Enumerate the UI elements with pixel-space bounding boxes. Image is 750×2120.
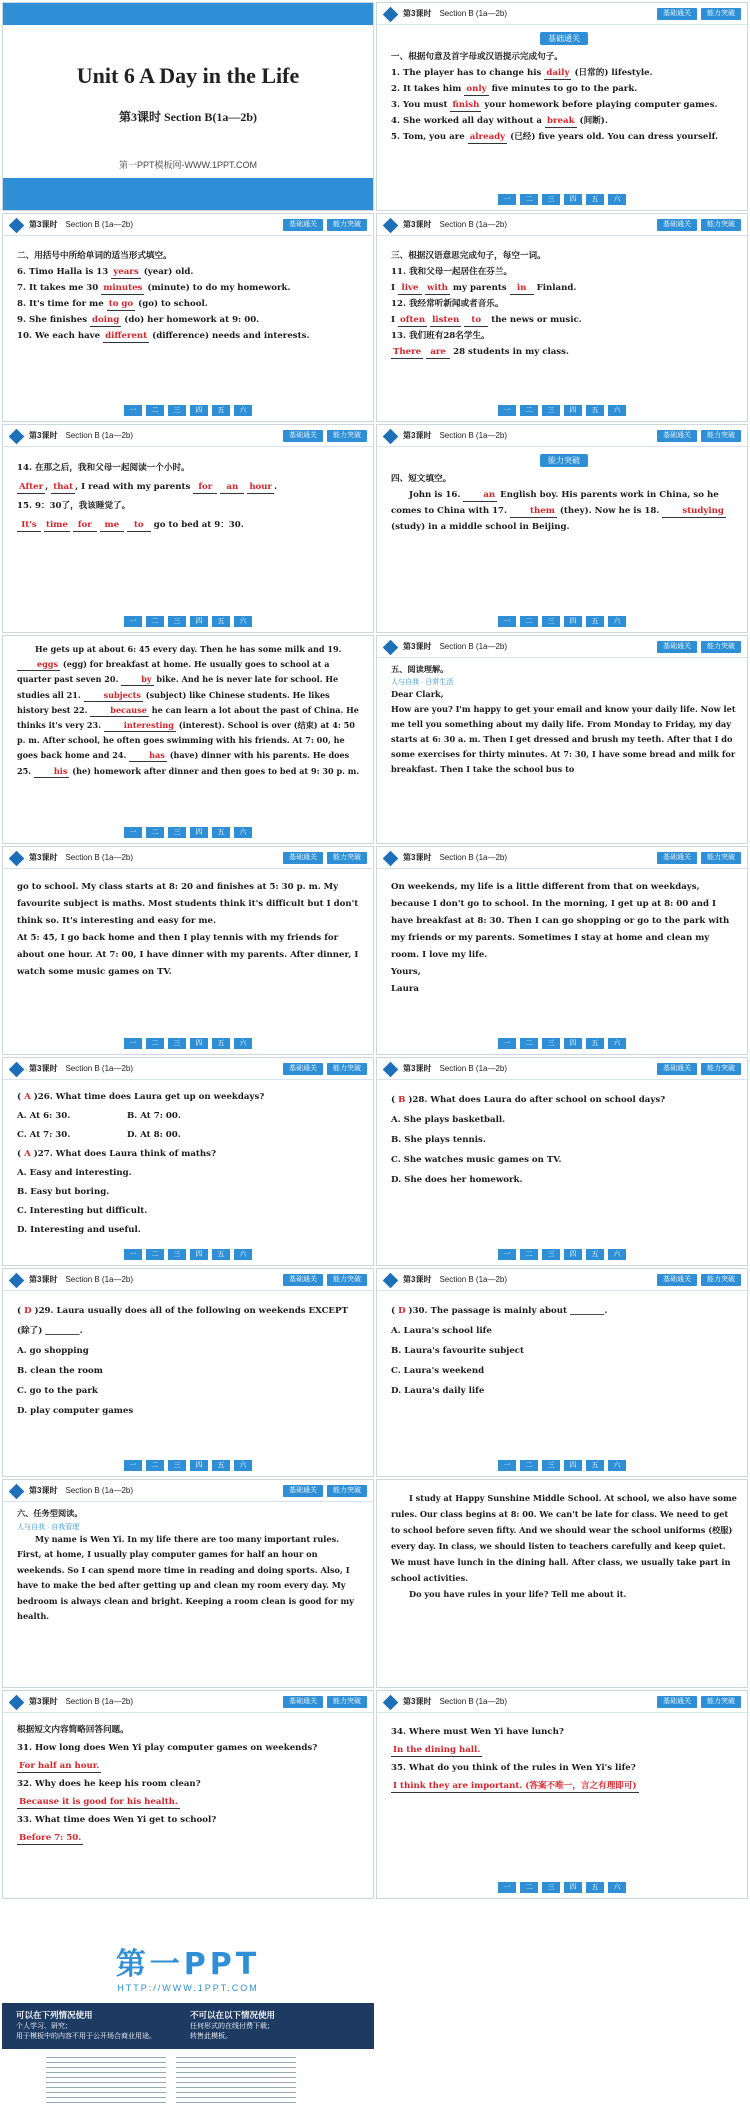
slide-task-reading-2 <box>376 1479 748 1688</box>
nav-4[interactable]: 四 <box>564 194 582 205</box>
diamond-logo-icon <box>383 640 399 656</box>
slide-promo <box>2 1901 374 2118</box>
slide-nav: 一 二 三 四 五 六 <box>377 1882 747 1893</box>
slide-body <box>391 1301 737 1401</box>
question-9: 9. She finishes doing (do) her homework at 9: 00. <box>17 315 260 325</box>
slide-header: 第3课时 Section B (1a—2b) 基础通关 能力突破 <box>377 1058 747 1080</box>
cover-subtitle: 第3课时 Section B(1a—2b) <box>118 110 257 124</box>
slide-body <box>17 1301 363 1421</box>
advanced-button[interactable]: 能力突破 <box>701 641 741 653</box>
slide-reading-3 <box>376 846 748 1055</box>
slide-nav: 一 二 三 四 五 六 <box>3 1249 373 1260</box>
cover-slide <box>2 2 374 211</box>
diamond-logo-icon <box>383 1695 399 1711</box>
basic-button[interactable]: 基础通关 <box>657 219 697 231</box>
slide-body <box>17 248 363 344</box>
option: B. She plays tennis. <box>391 1135 486 1145</box>
diamond-logo-icon <box>9 218 25 234</box>
slide-nav: 一 二 三 四 五 六 <box>3 1038 373 1049</box>
cover-title: Unit 6 A Day in the Life <box>76 63 300 88</box>
diamond-logo-icon <box>9 1484 25 1500</box>
slide-question-30 <box>376 1268 748 1477</box>
option: C. Laura's weekend <box>391 1366 485 1376</box>
section-label: Section B (1a—2b) <box>439 9 508 18</box>
slide-nav: 一 二 三 四 五 六 <box>3 1460 373 1471</box>
diamond-logo-icon <box>9 429 25 445</box>
slide-body <box>17 1088 363 1240</box>
slide-header: 第3课时 Section B (1a—2b) 基础通关 能力突破 <box>3 1691 373 1713</box>
slide-header: 第3课时 Section B (1a—2b) 基础通关 能力突破 <box>3 847 373 869</box>
exercise-heading: 一、根据句意及首字母或汉语提示完成句子。 <box>391 52 563 62</box>
advanced-button[interactable]: 能力突破 <box>327 1063 367 1075</box>
diamond-logo-icon <box>383 218 399 234</box>
slide-short-answer-2 <box>376 1690 748 1899</box>
nav-6[interactable]: 六 <box>608 194 626 205</box>
basic-button[interactable]: 基础通关 <box>283 1485 323 1497</box>
basic-button[interactable]: 基础通关 <box>657 1063 697 1075</box>
slide-reading-2 <box>2 846 374 1055</box>
promo-link-list <box>46 2057 354 2109</box>
question-35: 35. What do you think of the rules in Wen Yi's life? <box>391 1763 636 1773</box>
nav-5[interactable]: 五 <box>586 194 604 205</box>
basic-button[interactable]: 基础通关 <box>283 1696 323 1708</box>
passage-paragraph: My name is Wen Yi. In my life there are too many important rules. First, at home, I usually play computer games for half an hour on weekends. So I can spend more time in reading and doing sports. Also, I have to make the bed after getting up and clean my room every day. My bedroom is always clean and bright. Keeping a room clean is good for my health. <box>17 1533 354 1621</box>
letter-paragraph: At 5: 45, I go back home and then I play tennis with my friends for about one hour. At 7: 00, I have dinner with my parents. After dinner, I watch some music games on TV. <box>17 933 359 977</box>
question-14-prompt: 14. 在那之后，我和父母一起阅读一个小时。 <box>17 463 190 473</box>
diamond-logo-icon <box>383 851 399 867</box>
letter-closing: Yours, <box>391 967 421 977</box>
promo-logo: 第一PPT HTTP://WWW.1PPT.COM <box>115 1947 261 1993</box>
slide-cloze-2 <box>2 635 374 844</box>
slide-header: 第3课时 Section B (1a—2b) 基础通关 能力突破 <box>3 1269 373 1291</box>
cover-site: 第一PPT模板网-WWW.1PPT.COM <box>119 160 257 170</box>
basic-button[interactable]: 基础通关 <box>283 852 323 864</box>
question-15-prompt: 15. 9：30了，我该睡觉了。 <box>17 501 131 511</box>
option: D. Laura's daily life <box>391 1386 485 1396</box>
slide-header: 第3课时 Section B (1a—2b) 基础通关 能力突破 <box>3 214 373 236</box>
option: A. Easy and interesting. <box>17 1168 132 1178</box>
slide-body <box>391 31 737 145</box>
passage-paragraph: I study at Happy Sunshine Middle School. At school, we also have some rules. Our class begins at 8: 00. We can't be late for class. We need to get to school before seven fifty. And we should wear the school uniforms (校服) every day. In class, we should listen to teachers carefully and keep quiet. We must have lunch in the dining hall. After class, we usually take part in school activities. <box>391 1493 737 1583</box>
slide-body <box>391 879 737 998</box>
option: D. She does her homework. <box>391 1175 523 1185</box>
basic-button[interactable]: 基础通关 <box>283 430 323 442</box>
option: B. clean the room <box>17 1366 103 1376</box>
letter-signature: Laura <box>391 984 419 994</box>
question-10: 10. We each have different (difference) needs and interests. <box>17 331 310 341</box>
exercise-heading: 四、短文填空。 <box>391 474 452 484</box>
slide-nav: 一 二 三 四 五 六 <box>377 1038 747 1049</box>
slide-exercise-4 <box>2 424 374 633</box>
option: A. She plays basketball. <box>391 1115 506 1125</box>
lesson-label: 第3课时 <box>403 9 432 18</box>
advanced-button[interactable]: 能力突破 <box>327 430 367 442</box>
slide-body <box>17 879 363 981</box>
question-30: ( D )30. The passage is mainly about ________. <box>391 1306 608 1316</box>
slide-nav: 一 二 三 四 五 六 <box>377 405 747 416</box>
advanced-button[interactable]: 能力突破 <box>701 1696 741 1708</box>
question-34: 34. Where must Wen Yi have lunch? <box>391 1727 564 1737</box>
theme-tag: 人与自我 · 自我管理 <box>17 1523 80 1531</box>
question-12: I often listen to the news or music. <box>391 315 582 325</box>
slide-header <box>377 3 747 25</box>
slide-nav: 一 二 三 四 五 六 <box>377 1460 747 1471</box>
slide-body <box>391 1490 737 1602</box>
slide-nav: 一 二 三 四 五 六 <box>3 616 373 627</box>
basic-button[interactable]: 基础通关 <box>657 1274 697 1286</box>
slide-body <box>391 248 737 360</box>
nav-2[interactable]: 二 <box>520 194 538 205</box>
basic-button[interactable]: 基础通关 <box>657 852 697 864</box>
nav-1[interactable]: 一 <box>498 194 516 205</box>
letter-paragraph: go to school. My class starts at 8: 20 and finishes at 5: 30 p. m. My favourite subject is maths. Most students think it's difficult but I don't think so. It's interesting and easy for me. <box>17 882 359 926</box>
cover-top-bar <box>3 3 373 25</box>
diamond-logo-icon <box>383 429 399 445</box>
basic-button[interactable]: 基础通关 <box>283 1274 323 1286</box>
slide-exercise-1 <box>376 2 748 211</box>
option: B. Laura's favourite subject <box>391 1346 524 1356</box>
basic-button[interactable]: 基础通关 <box>657 1696 697 1708</box>
question-13-prompt: 13. 我们班有28名学生。 <box>391 331 490 341</box>
slide-body <box>391 1090 737 1190</box>
question-1: 1. The player has to change his daily (日常的) lifestyle. <box>391 68 653 78</box>
slide-nav: 一 二 三 四 五 六 <box>377 616 747 627</box>
question-11: I live with my parents in Finland. <box>391 283 577 293</box>
basic-button[interactable]: 基础通关 <box>657 641 697 653</box>
exercise-heading: 二、用括号中所给单词的适当形式填空。 <box>17 251 172 261</box>
cover-bottom-band <box>3 178 373 210</box>
slide-body <box>17 459 363 535</box>
diamond-logo-icon <box>383 1062 399 1078</box>
slide-exercise-2 <box>2 213 374 422</box>
slide-body <box>391 662 737 777</box>
basic-button[interactable]: 基础通关 <box>657 8 697 20</box>
section-ribbon: 能力突破 <box>540 454 588 467</box>
slide-question-28 <box>376 1057 748 1266</box>
advanced-button[interactable]: 能力突破 <box>327 219 367 231</box>
cloze-paragraph: John is 16. an English boy. His parents work in China, so he comes to China with 17. them (they). Now he is 18. studying (study) in a middle school in Beijing. <box>391 490 724 532</box>
option: C. She watches music games on TV. <box>391 1155 562 1165</box>
question-15: It's time for me to go to bed at 9：30. <box>17 516 363 535</box>
options-26-ab: A. At 6: 30. B. At 7: 00. <box>17 1111 181 1121</box>
advanced-button[interactable]: 能力突破 <box>327 1274 367 1286</box>
slide-nav: 一 二 三 四 五 六 <box>377 1249 747 1260</box>
slide-body <box>391 1723 737 1795</box>
advanced-button[interactable]: 能力突破 <box>701 219 741 231</box>
slide-cloze-1 <box>376 424 748 633</box>
question-7: 7. It takes me 30 minutes (minute) to do my homework. <box>17 283 291 293</box>
slide-header: 第3课时 Section B (1a—2b) 基础通关 能力突破 <box>377 214 747 236</box>
slide-header: 第3课时 Section B (1a—2b) 基础通关 能力突破 <box>377 636 747 658</box>
slide-body <box>391 453 737 535</box>
exercise-heading: 六、任务型阅读。 <box>17 1508 83 1518</box>
slide-nav: 一 二 三 四 五 六 <box>3 827 373 838</box>
diamond-logo-icon <box>383 7 399 23</box>
question-3: 3. You must finish your homework before playing computer games. <box>391 100 718 110</box>
question-31: 31. How long does Wen Yi play computer games on weekends? <box>17 1743 318 1753</box>
slide-body <box>17 1721 363 1847</box>
advanced-button[interactable]: 能力突破 <box>701 1063 741 1075</box>
letter-paragraph: On weekends, my life is a little different from that on weekdays, because I don't go to school. In the morning, I get up at 8: 00 and I have breakfast at 8: 30. Then I can go shopping or go to the park with my friends or my parents. Sometimes I stay at home and clean my room. I love my life. <box>391 882 730 960</box>
diamond-logo-icon <box>9 851 25 867</box>
advanced-button[interactable]: 能力突破 <box>701 430 741 442</box>
question-2: 2. It takes him only five minutes to go to the park. <box>391 84 638 94</box>
slide-nav: 一 二 三 四 五 六 <box>3 405 373 416</box>
slide-nav <box>377 194 747 205</box>
slide-header: 第3课时 Section B (1a—2b) 基础通关 能力突破 <box>3 1058 373 1080</box>
basic-button[interactable]: 基础通关 <box>283 1063 323 1075</box>
diamond-logo-icon <box>9 1273 25 1289</box>
slide-header: 第3课时 Section B (1a—2b) 基础通关 能力突破 <box>377 1269 747 1291</box>
advanced-button[interactable]: 能力突破 <box>327 1696 367 1708</box>
slide-body <box>17 642 363 779</box>
advanced-button[interactable]: 能力突破 <box>327 852 367 864</box>
question-14: After , that , I read with my parents for an hour . <box>19 482 278 492</box>
question-33: 33. What time does Wen Yi get to school? <box>17 1815 217 1825</box>
question-28: ( B )28. What does Laura do after school on school days? <box>391 1095 666 1105</box>
theme-tag: 人与自我 · 日常生活 <box>391 679 454 686</box>
advanced-button[interactable]: 能力突破 <box>701 1274 741 1286</box>
slide-header: 第3课时 Section B (1a—2b) 基础通关 能力突破 <box>3 1480 373 1502</box>
question-32: 32. Why does he keep his room clean? <box>17 1779 201 1789</box>
slide-question-29 <box>2 1268 374 1477</box>
slide-header: 第3课时 Section B (1a—2b) 基础通关 能力突破 <box>3 425 373 447</box>
section-ribbon: 基础通关 <box>540 32 588 45</box>
answer-31: For half an hour. <box>19 1761 100 1771</box>
question-27: ( A )27. What does Laura think of maths? <box>17 1149 217 1159</box>
slide-short-answer-1 <box>2 1690 374 1899</box>
letter-greeting: Dear Clark, <box>391 689 444 699</box>
basic-button[interactable]: 基础通关 <box>283 219 323 231</box>
answer-32: Because it is good for his health. <box>19 1797 178 1807</box>
option: C. Interesting but difficult. <box>17 1206 148 1216</box>
question-12-prompt: 12. 我经常听新闻或者音乐。 <box>391 299 504 309</box>
exercise-heading: 根据短文内容简略回答问题。 <box>17 1725 129 1735</box>
diamond-logo-icon <box>383 1273 399 1289</box>
basic-button[interactable]: 基础通关 <box>657 430 697 442</box>
slide-task-reading-1 <box>2 1479 374 1688</box>
question-8: 8. It's time for me to go (go) to school. <box>17 299 208 309</box>
advanced-button[interactable]: 能力突破 <box>327 1485 367 1497</box>
advanced-button[interactable]: 能力突破 <box>701 852 741 864</box>
question-26: ( A )26. What time does Laura get up on weekdays? <box>17 1092 265 1102</box>
passage-paragraph: Do you have rules in your life? Tell me about it. <box>409 1589 627 1599</box>
slide-body <box>17 1506 363 1625</box>
promo-info-band: 可以在下列情况使用 个人学习、研究； 用于模板中的内容不用于公开场合商业用途。 不可以在以下情况使用 任何形式的在线付费下载； 转售此模板。 <box>2 2003 374 2049</box>
answer-34: In the dining hall. <box>393 1745 481 1755</box>
slide-header: 第3课时 Section B (1a—2b) 基础通关 能力突破 <box>377 425 747 447</box>
exercise-heading: 三、根据汉语意思完成句子，每空一词。 <box>391 251 546 261</box>
nav-3[interactable]: 三 <box>542 194 560 205</box>
option: D. play computer games <box>17 1406 134 1416</box>
question-5: 5. Tom, you are already (已经) five years old. You can dress yourself. <box>391 132 719 142</box>
slide-exercise-3 <box>376 213 748 422</box>
option: D. Interesting and useful. <box>17 1225 141 1235</box>
diamond-logo-icon <box>9 1695 25 1711</box>
slide-reading-1 <box>376 635 748 844</box>
question-6: 6. Timo Halla is 13 years (year) old. <box>17 267 194 277</box>
question-11-prompt: 11. 我和父母一起居住在芬兰。 <box>391 267 513 277</box>
advanced-button[interactable]: 能力突破 <box>701 8 741 20</box>
slide-questions-26-27 <box>2 1057 374 1266</box>
options-26-cd: C. At 7: 30. D. At 8: 00. <box>17 1130 181 1140</box>
exercise-heading: 五、阅读理解。 <box>391 664 449 674</box>
diamond-logo-icon <box>9 1062 25 1078</box>
question-4: 4. She worked all day without a break (间断). <box>391 116 608 126</box>
option: A. Laura's school life <box>391 1326 492 1336</box>
option: C. go to the park <box>17 1386 98 1396</box>
slide-header: 第3课时 Section B (1a—2b) 基础通关 能力突破 <box>377 847 747 869</box>
answer-33: Before 7: 50. <box>19 1833 82 1843</box>
question-13: There are 28 students in my class. <box>393 347 569 357</box>
option: A. go shopping <box>17 1346 89 1356</box>
question-29: ( D )29. Laura usually does all of the following on weekends EXCEPT (除了) ________. <box>17 1306 348 1336</box>
answer-35: I think they are important. (答案不唯一，言之有理即可) <box>393 1781 637 1791</box>
letter-paragraph: How are you? I'm happy to get your email and know your daily life. Now let me tell you something about my daily life. From Monday to Friday, my day starts at 6: 30 a. m. Then I get dressed and brush my teeth. After that I do some exercises for thirty minutes. At 7: 30, I have some bread and milk for breakfast. Then I take the school bus to <box>391 704 736 774</box>
cloze-paragraph: He gets up at about 6: 45 every day. Then he has some milk and 19. eggs (egg) for breakfast at home. He usually goes to school at a quarter past seven 20. by bike. And he is never late for school. He studies all 21. subjects (subject) like Chinese students. He likes history best 22. because he can learn a lot about the past of China. He thinks it's very 23. interesting (interest). School is over (结束) at 4: 50 p. m. After school, he often goes swimming with his friends. At 7: 00, he goes back home and 24. has (have) dinner with his parents. He does 25. his (he) homework after dinner and then goes to bed at 9: 30 p. m. <box>17 644 360 776</box>
option: B. Easy but boring. <box>17 1187 110 1197</box>
slide-header: 第3课时 Section B (1a—2b) 基础通关 能力突破 <box>377 1691 747 1713</box>
